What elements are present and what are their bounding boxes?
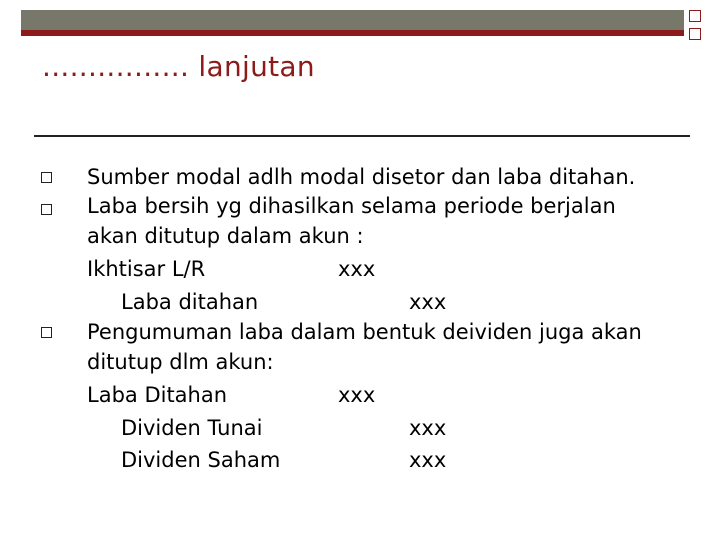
- bullet-square-icon: [41, 172, 52, 183]
- journal-debit-amount: xxx: [338, 383, 376, 407]
- journal-credit-amount: xxx: [409, 290, 447, 314]
- journal-debit-amount: xxx: [338, 257, 376, 281]
- bullet-text: Pengumuman laba dalam bentuk deividen juga akan: [87, 320, 642, 344]
- journal-account: Laba ditahan: [121, 290, 259, 314]
- bullet-square-icon: [41, 204, 52, 215]
- journal-account: Ikhtisar L/R: [87, 257, 206, 281]
- bullet-text: akan ditutup dalam akun :: [87, 224, 364, 248]
- bullet-square-icon: [41, 327, 52, 338]
- bullet-text: ditutup dlm akun:: [87, 350, 274, 374]
- journal-credit-amount: xxx: [409, 448, 447, 472]
- bullet-text: Sumber modal adlh modal disetor dan laba ditahan.: [87, 165, 636, 189]
- bullet-text: Laba bersih yg dihasilkan selama periode berjalan: [87, 194, 616, 218]
- journal-account: Dividen Saham: [121, 448, 281, 472]
- journal-account: Dividen Tunai: [121, 416, 263, 440]
- journal-account: Laba Ditahan: [87, 383, 228, 407]
- journal-credit-amount: xxx: [409, 416, 447, 440]
- slide-title: ................ lanjutan: [42, 50, 315, 83]
